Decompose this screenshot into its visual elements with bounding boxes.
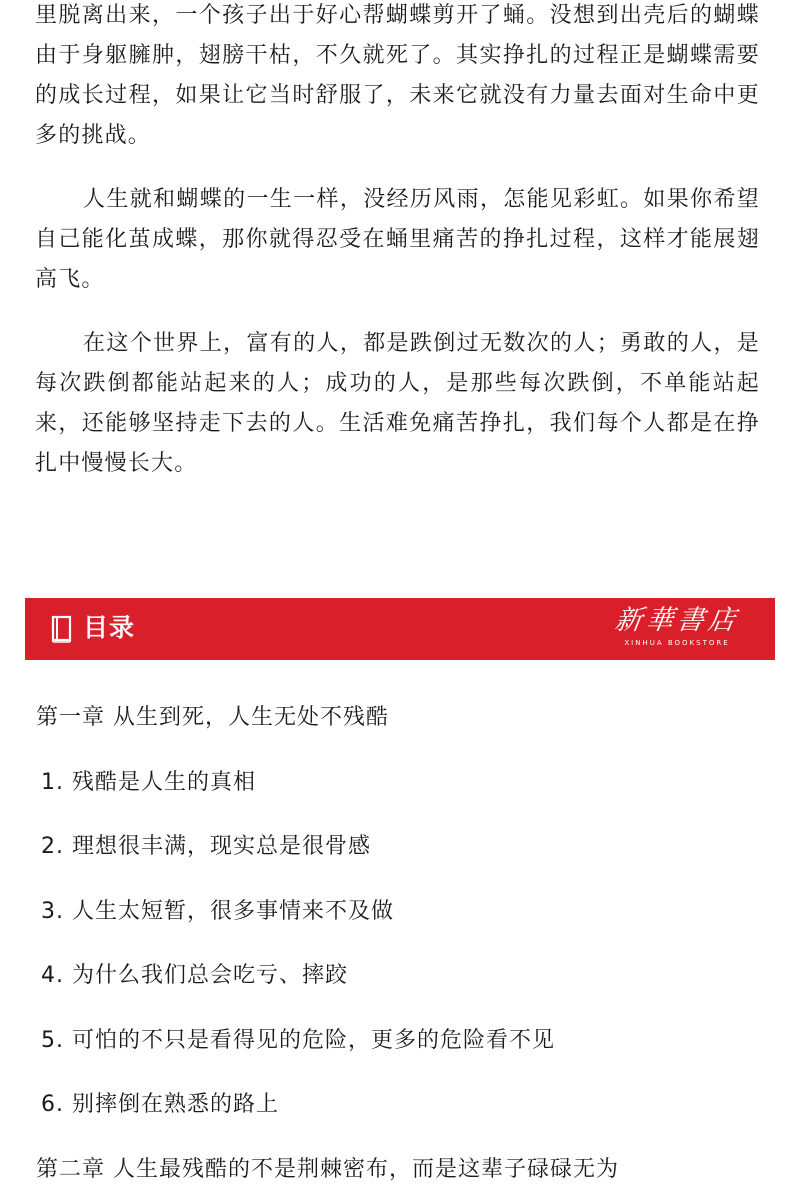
logo-text: 新華書店 — [605, 604, 750, 638]
toc-item: 5. 可怕的不只是看得见的危险，更多的危险看不见 — [36, 1009, 766, 1074]
xinhua-bookstore-logo — [607, 604, 747, 654]
toc-banner — [25, 598, 775, 660]
toc-item: 1. 残酷是人生的真相 — [36, 751, 766, 816]
article-paragraph: 里脱离出来，一个孩子出于好心帮蝴蝶剪开了蛹。没想到出壳后的蝴蝶由于身躯臃肿，翅膀干枯，不久就死了。其实挣扎的过程正是蝴蝶需要的成长过程，如果让它当时舒服了，未来它就没有力量去面对生命中更多的挑战。 — [35, 0, 760, 156]
toc-item: 3. 人生太短暂，很多事情来不及做 — [36, 880, 766, 945]
article-paragraph: 在这个世界上，富有的人，都是跌倒过无数次的人；勇敢的人，是每次跌倒都能站起来的人；成功的人，是那些每次跌倒，不单能站起来，还能够坚持走下去的人。生活难免痛苦挣扎，我们每个人都是在挣扎中慢慢长大。 — [35, 324, 760, 484]
toc-item: 2. 理想很丰满，现实总是很骨感 — [36, 815, 766, 880]
article-body — [35, 0, 760, 484]
logo-subtext: XINHUA BOOKSTORE — [607, 638, 747, 648]
toc-item: 6. 别摔倒在熟悉的路上 — [36, 1073, 766, 1138]
article-paragraph: 人生就和蝴蝶的一生一样，没经历风雨，怎能见彩虹。如果你希望自己能化茧成蝶，那你就得忍受在蛹里痛苦的挣扎过程，这样才能展翅高飞。 — [35, 180, 760, 300]
toc-title: 目录 — [83, 612, 135, 644]
toc-chapter-heading: 第一章 从生到死，人生无处不残酷 — [36, 686, 766, 751]
toc-chapter-heading: 第二章 人生最残酷的不是荆棘密布，而是这辈子碌碌无为 — [36, 1138, 766, 1202]
toc-item: 4. 为什么我们总会吃亏、摔跤 — [36, 944, 766, 1009]
book-icon — [51, 615, 73, 643]
table-of-contents — [36, 686, 766, 1202]
